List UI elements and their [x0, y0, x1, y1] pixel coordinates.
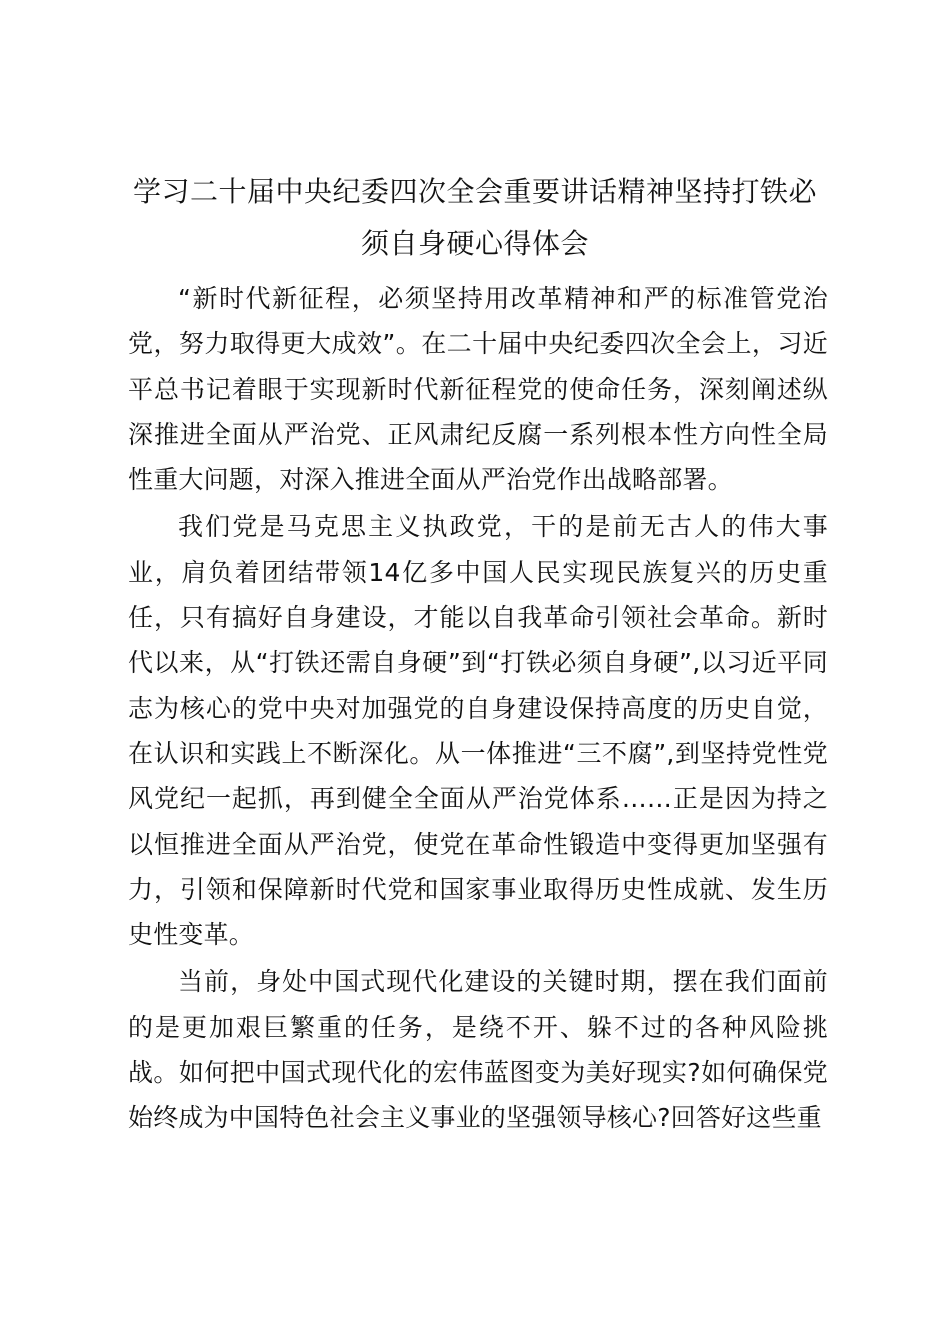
document-title: 学习二十届中央纪委四次全会重要讲话精神坚持打铁必须自身硬心得体会: [132, 175, 817, 260]
paragraph-3: 当前，身处中国式现代化建设的关键时期，摆在我们面前的是更加艰巨繁重的任务，是绕不开、躲不过的各种风险挑战。如何把中国式现代化的宏伟蓝图变为美好现实?如何确保党始终成为中国特色社会主义事业的坚强领导核心?回答好这些重: [128, 967, 828, 1133]
document-body: [128, 276, 828, 1143]
paragraph-1: “新时代新征程，必须坚持用改革精神和严的标准管党治党，努力取得更大成效”。在二十届中央纪委四次全会上，习近平总书记着眼于实现新时代新征程党的使命任务，深刻阐述纵深推进全面从严治党、正风肃纪反腐一系列根本性方向性全局性重大问题，对深入推进全面从严治党作出战略部署。: [128, 284, 828, 495]
paragraph-2: 我们党是马克思主义执政党，干的是前无古人的伟大事业，肩负着团结带领14亿多中国人民实现民族复兴的历史重任，只有搞好自身建设，才能以自我革命引领社会革命。新时代以来，从“打铁还需自身硬”到“打铁必须自身硬”,以习近平同志为核心的党中央对加强党的自身建设保持高度的历史自觉，在认识和实践上不断深化。从一体推进“三不腐”,到坚持党性党风党纪一起抓，再到健全全面从严治党体系……正是因为持之以恒推进全面从严治党，使党在革命性锻造中变得更加坚强有力，引领和保障新时代党和国家事业取得历史性成就、发生历史性变革。: [128, 512, 828, 950]
